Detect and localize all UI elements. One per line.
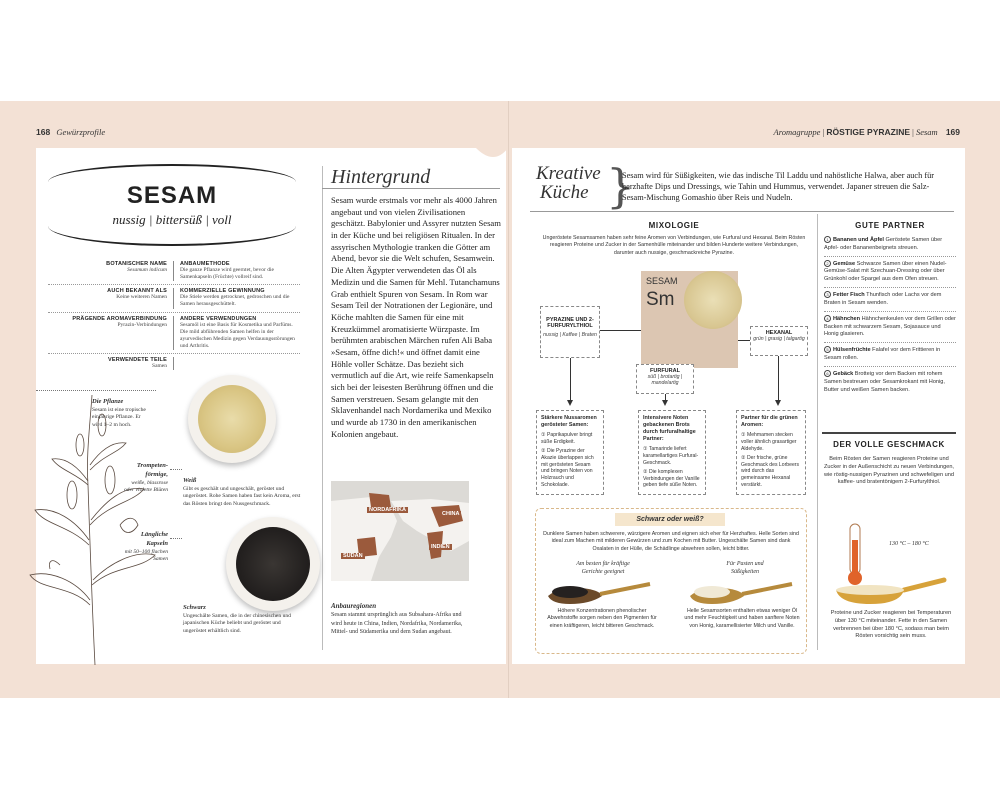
schwarz-weiss-heading: Schwarz oder weiß?	[615, 513, 725, 526]
cultivation-map	[331, 481, 469, 581]
caption-kapseln	[122, 531, 168, 564]
kreativ-heading	[536, 165, 601, 202]
connector	[570, 358, 571, 402]
arrow-down-icon	[567, 400, 573, 406]
partner-value: Falafel vor dem Frittieren in Sesam rollen.	[824, 347, 941, 362]
column-divider	[322, 166, 323, 650]
voller-geschmack-bottom: Proteine und Zucker reagieren bei Temperaturen über 130 °C miteinander. Fette in den Samen verbrennen bei über 180 °C, sodass man beim Rösten vorsichtig sein muss.	[830, 610, 952, 640]
result-head: Stärkere Nussaromen gerösteter Samen:	[541, 415, 597, 429]
leader-line	[170, 538, 182, 539]
brace-icon: }	[606, 159, 636, 213]
seed-pile-image	[684, 271, 742, 329]
caption-title: Weiß	[183, 477, 197, 484]
caption-title: Trompeten-förmige,	[136, 462, 168, 478]
result-box	[638, 410, 706, 495]
partner-key: Gemüse	[833, 260, 856, 267]
caption-text: Gibt es geschält und ungeschält, geröstet und ungeröstet. Rohe Samen haben fast kein Aroma, erst das Rösten bringt den Nussgeschmack.	[183, 485, 301, 507]
compound-box	[636, 364, 694, 394]
fact-value: Sesamum indicum	[127, 267, 167, 273]
caption-text: weiße, blassrose oder violette Blüten	[123, 479, 168, 494]
voller-geschmack-heading: DER VOLLE GESCHMACK	[833, 440, 945, 449]
fact-value: Samen	[152, 363, 167, 370]
map-caption-title: Anbauregionen	[331, 602, 377, 610]
partner-value: Brotteig vor dem Backen mit rohem Samen bestreuen oder Sesamkrokant mit Honig, Butter und weißen Samen backen.	[824, 370, 945, 393]
result-box	[536, 410, 604, 495]
result-head: Partner für die grünen Aromen:	[741, 415, 798, 429]
spoon-label-right: Für Pasten und Süßigkeiten	[726, 561, 764, 575]
section-rule	[822, 432, 956, 434]
voller-geschmack-text: Beim Rösten der Samen reagieren Proteine und Zucker in der Außenschicht zu neuen Verbindungen, wie röstig-nussigen Pyrazinen und schwefeligen und kaffee- und bratentönigem 2-Furfurylthiol.	[824, 456, 954, 486]
partner-key: Fetter Fisch	[833, 292, 865, 299]
partner-key: Hähnchen	[833, 315, 861, 322]
spoon-label-left: Am besten für kräftige Gerichte geeignet	[576, 561, 630, 575]
result-item: ② Der frische, grüne Geschmack des Lorbeers wird durch das gemeinsame Hexanal verstärkt.	[741, 454, 800, 489]
result-item: ① Mehmamen stecken voller ähnlich grasartiger Aldehyde.	[741, 432, 797, 452]
map-caption-text: Sesam stammt ursprünglich aus Subsahara-Afrika und wird heute in China, Indien, Nordafrika, Nordamerika, Mittel- und Südamerika und dem Sudan angebaut.	[331, 612, 463, 635]
mixologie-intro: Ungeröstete Sesamsamen haben sehr feine Aromen von Verbindungen, wie Furfural und Hexanal. Beim Rösten reagieren Proteine und Zucker in der Samenhülle miteinander und bilden Hunderte weitere Verbindungen, darunter auch nussige, geschmackreiche Pyrazine.	[542, 235, 806, 256]
fact-row	[48, 258, 300, 285]
gute-partner-list	[824, 233, 956, 397]
section-rule	[530, 211, 954, 212]
partner-value: Hähnchenkeulen vor dem Grillen oder Backen mit schwarzem Sesam, Sojasauce und Honig glasieren.	[824, 315, 956, 338]
page-number-right: 169	[945, 127, 960, 137]
compound-notes: nussig | Kaffee | Braten	[543, 332, 597, 338]
map-label: SUDAN	[343, 553, 363, 559]
section-name: Gewürzprofile	[56, 127, 106, 137]
leader-line	[170, 469, 182, 470]
fact-key: ANBAUMETHODE	[180, 261, 230, 267]
map-label: CHINA	[442, 511, 460, 517]
sidebar-divider	[817, 214, 818, 650]
schwarz-text-left: Höhere Konzentrationen phenolischer Abwehrstoffe sorgen neben den Pigmenten für einen kräftigeren, leicht bitteren Geschmack.	[547, 608, 657, 629]
compound-notes: süß | brotartig | mandelartig	[647, 374, 683, 386]
compound-name: PYRAZINE UND 2-FURFURYLTHIOL	[546, 317, 594, 329]
page-title: SESAM	[126, 182, 218, 209]
result-box	[736, 410, 806, 495]
compound-name: HEXANAL	[765, 330, 793, 336]
page-subtitle: nussig | bittersüß | voll	[112, 212, 232, 227]
caption-text: Sesam ist eine tropische einjährige Pflanze. Er wird 1–2 m hoch.	[92, 406, 146, 428]
connector	[738, 340, 750, 341]
result-item: ② Die komplexen Verbindungen der Vanille geben tiefe süße Noten.	[643, 468, 700, 489]
partner-key: Gebäck	[833, 370, 854, 377]
hintergrund-text: Sesam wurde erstmals vor mehr als 4000 Jahren angebaut und von vielen Zivilisationen geschätzt. Babylonier und Assyrer nutzten Sesam in der Küche und bei religiösen Ritualen. In der assyrischen Mythologie tranken die Götter am Abend, bevor sie die Welt schufen, Sesamwein. Die Alten Ägypter verwendeten das Öl als Medizin und die Samen für Mehl. Tutanchamuns Grab enthielt Spuren von Sesam. In Rom war Sesam Teil der Notrationen der Legionäre, und Köche mahlten die Samen für eine mit Kreuzkümmel aromatisierte Würzpaste. Im berühmten arabischen Märchen rufen Ali Baba »Sesam, öffne dich!« und öffnet damit eine Höhle voller Schätze. Das bezieht sich vermutlich auf die Art, wie reife Samenkapseln sich bei der leisesten Berührung öffnen und die Samen verstreuen. Sesam gelangte mit den Sklavenhandel nach Nordamerika und Mexiko und wurde ab 1730 in den amerikanischen Kolonien angebaut.	[331, 195, 501, 439]
partner-key: Hülsenfrüchte	[833, 347, 871, 354]
partner-item: 4 Hähnchen Hähnchenkeulen vor dem Grillen oder Backen mit schwarzem Sesam, Sojasauce und Honig glasieren.	[824, 312, 956, 343]
schwarz-text-right: Helle Sesamsorten enthalten etwas weniger Öl und mehr Feuchtigkeit und haben sanftere Noten von Honig, karamellisierter Milch und Vanille.	[684, 608, 800, 629]
fact-value: Keine weiteren Namen	[116, 294, 167, 301]
result-head: Intensivere Noten gebackenen Brots durch furfuralhaltige Partner:	[643, 415, 696, 443]
caption-title: Längliche Kapseln	[140, 531, 168, 547]
connector	[778, 356, 779, 402]
result-item: ② Die Pyrazine der Akazie überlappen sich mit gerösteten Sesam und bringen Noten von Holzrauch und Schokolade.	[541, 447, 594, 489]
partner-item: 6 Gebäck Brotteig vor dem Backen mit rohem Samen bestreuen oder Sesamkrokant mit Honig, Butter und weißen Samen backen.	[824, 370, 945, 393]
fact-value: Die ganze Pflanze wird geerntet, bevor die Samenkapseln (Früchte) vollreif sind.	[180, 267, 274, 281]
caption-trompeten	[122, 462, 168, 495]
result-item: ① Tamarinde liefert karamellartiges Furfural-Geschmack.	[643, 446, 699, 466]
header-group: RÖSTIGE PYRAZINE	[826, 127, 910, 137]
gute-partner-heading: GUTE PARTNER	[855, 221, 925, 230]
arrow-down-icon	[662, 400, 668, 406]
left-running-head	[36, 127, 105, 137]
facts-table	[48, 258, 300, 373]
fact-row	[48, 285, 300, 312]
partner-value: Geröstete Samen über Apfel- oder Bananenbeignets streuen.	[824, 236, 943, 251]
leader-line	[36, 390, 156, 391]
partner-item: 3 Fetter Fisch Thunfisch oder Lachs vor dem Braten in Sesam wenden.	[824, 288, 956, 312]
white-sesame-seeds	[198, 385, 266, 453]
result-item: ① Paprikapulver bringt süße Erdigkeit.	[541, 432, 593, 445]
kreativ-text: Sesam wird für Süßigkeiten, wie das indische Til Laddu und nahöstliche Halwa, aber auch für herzhafte Dips und Dressings, wie Tahin und Hummus, verwendet. Japaner streuen die Salz-Sesam-Mischung Gomashio über Reis und Nudeln.	[622, 171, 934, 202]
fact-value: Sesamöl ist eine Basis für Kosmetika und Parfüms. Die mild abführenden Samen helfen in der ayurvedischen Medizin gegen Verdauungsstörungen und Arthritis.	[180, 321, 295, 349]
tile-symbol: Sm	[646, 289, 675, 310]
arrow-down-icon	[775, 400, 781, 406]
caption-weiss	[183, 477, 305, 508]
partner-value: Thunfisch oder Lachs vor dem Braten in Sesam wenden.	[824, 292, 942, 306]
fact-row	[48, 354, 300, 373]
fact-row	[48, 313, 300, 355]
tile-name: SESAM	[646, 276, 678, 286]
map-caption	[331, 602, 471, 636]
map-shapes	[331, 481, 469, 581]
partner-item: 2 Gemüse Schwarze Samen über einen Nudel-Gemüse-Salat mit Szechuan-Dressing oder über Grünkohl oder Spargel aus dem Ofen streuen.	[824, 257, 956, 288]
partner-item: 5 Hülsenfrüchte Falafel vor dem Frittieren in Sesam rollen.	[824, 343, 956, 367]
fact-value: Pyrazin-Verbindungen	[117, 321, 167, 328]
mixologie-heading: MIXOLOGIE	[648, 221, 700, 230]
caption-title: Schwarz	[183, 604, 206, 611]
kreativ-heading-line1: Kreative	[536, 163, 601, 184]
fact-value: Die Stiele werden getrocknet, gedroschen und die Samen herausgeschüttelt.	[180, 294, 290, 308]
schwarz-weiss-intro: Dunklere Samen haben schwerere, würzigere Aromen und eignen sich eher für Herzhaftes. Helle Sorten sind ideal zum Machen mit milderen Gewürzen und zum Kochen mit Butter. Ungeschälte Samen sind dank Oxalaten in der Hülle, die Schädlinge abwehren sollen, leicht bitter.	[543, 531, 799, 552]
map-label: INDIEN	[431, 544, 450, 550]
header-prefix: Aromagruppe	[773, 127, 821, 137]
roasting-pan-illustration	[830, 520, 950, 612]
fact-key: VERWENDETE TEILE	[107, 357, 167, 364]
map-label: NORDAFRIKA	[369, 507, 406, 513]
page-number-left: 168	[36, 127, 51, 137]
partner-key: Bananen und Äpfel	[833, 236, 884, 243]
heading-rule	[322, 188, 500, 189]
compound-name: FURFURAL	[650, 368, 680, 374]
connector	[600, 330, 641, 331]
compound-box	[540, 306, 600, 358]
right-running-head: Aromagruppe | RÖSTIGE PYRAZINE | Sesam 169	[773, 127, 960, 137]
fact-key: ANDERE VERWENDUNGEN	[180, 315, 257, 322]
partner-item: 1 Bananen und Äpfel Geröstete Samen über Apfel- oder Bananenbeignets streuen.	[824, 233, 956, 257]
fact-key: KOMMERZIELLE GEWINNUNG	[180, 288, 265, 295]
compound-box	[750, 326, 808, 356]
caption-text: mit 50–100 flachen Samen	[124, 548, 168, 563]
caption-pflanze	[92, 398, 152, 429]
fact-key: BOTANISCHER NAME	[106, 261, 167, 267]
caption-text: Ungeschälte Samen, die in der chinesischen und japanischen Küche beliebt und geröstet und ungeröstet erhältlich sind.	[183, 612, 291, 634]
hintergrund-heading: Hintergrund	[331, 166, 431, 188]
fact-key: PRÄGENDE AROMAVERBINDUNG	[72, 315, 167, 322]
header-name: Sesam	[915, 127, 938, 137]
black-sesame-seeds	[236, 527, 310, 601]
compound-notes: grün | grasig | talgartig	[753, 336, 805, 342]
fact-key: AUCH BEKANNT ALS	[107, 288, 167, 295]
kreativ-heading-line2: Küche	[540, 181, 589, 203]
caption-title: Die Pflanze	[92, 398, 124, 405]
partner-value: Schwarze Samen über einen Nudel-Gemüse-Salat mit Szechuan-Dressing oder über Grünkohl oder Spargel aus dem Ofen streuen.	[824, 260, 947, 283]
temperature-label: 130 °C – 180 °C	[889, 541, 929, 547]
